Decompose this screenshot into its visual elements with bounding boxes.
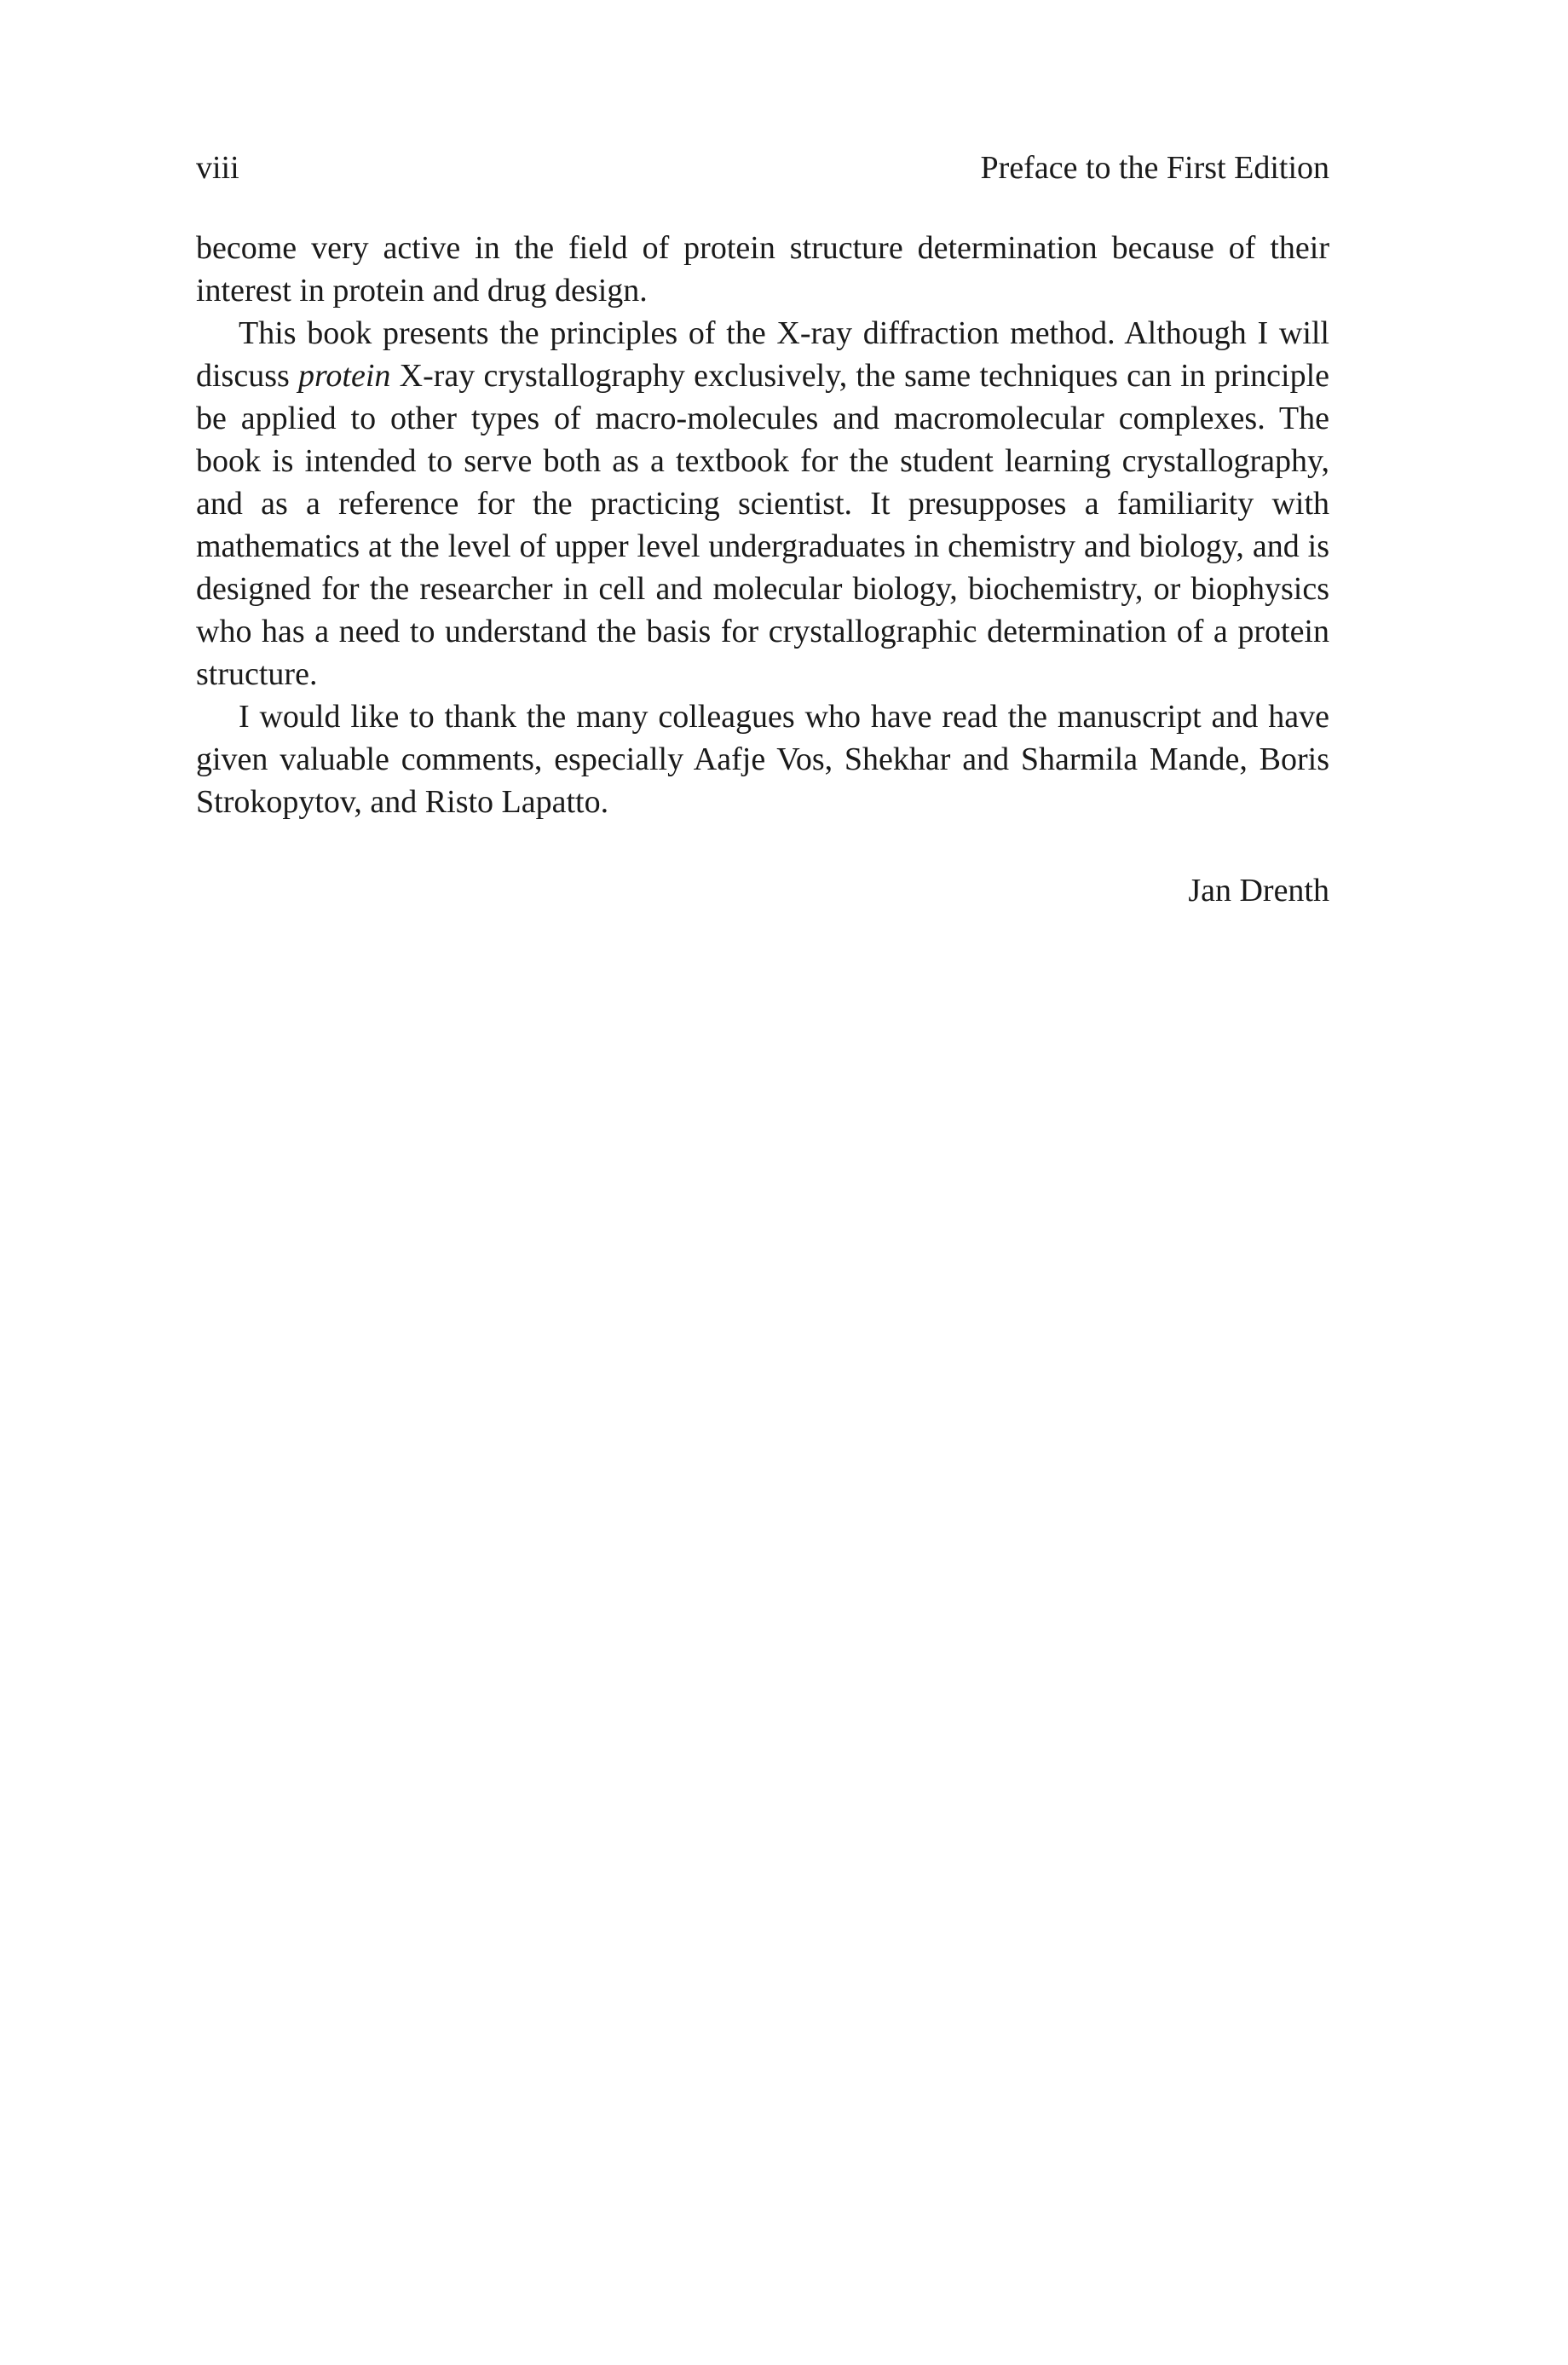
page-number: viii xyxy=(196,150,239,186)
running-head xyxy=(196,147,1329,189)
paragraph-continuation: become very active in the field of protein structure determination because of their interest in protein and drug design. xyxy=(196,230,1329,309)
running-title: Preface to the First Edition xyxy=(980,150,1329,186)
paragraph-acknowledgements: I would like to thank the many colleagues who have read the manuscript and have given valuable comments, especially Aafje Vos, Shekhar and Sharmila Mande, Boris Strokopytov, and Risto Lapatto. xyxy=(196,699,1329,820)
author-signature: Jan Drenth xyxy=(1188,873,1329,909)
preface-body xyxy=(196,227,1329,912)
italic-word: protein xyxy=(298,358,391,394)
paragraph-text-end: X-ray crystallography exclusively, the same techniques can in principle be applied to other types of macro-molecules and macromolecular complexes. The book is intended to serve both as a textbook for the student learning crystallography, and as a reference for the practicing scientist. It presupposes a familiarity with mathematics at the level of upper level undergraduates in chemistry and biology, and is designed for the researcher in cell and molecular biology, biochemistry, or biophysics who has a need to understand the basis for crystallographic determination of a protein structure. xyxy=(196,358,1329,692)
paragraph-text-start: This book presents the principles of the X-ray diffraction method. Although I will discuss xyxy=(196,315,1329,394)
paragraph-book-principles xyxy=(196,312,1329,695)
